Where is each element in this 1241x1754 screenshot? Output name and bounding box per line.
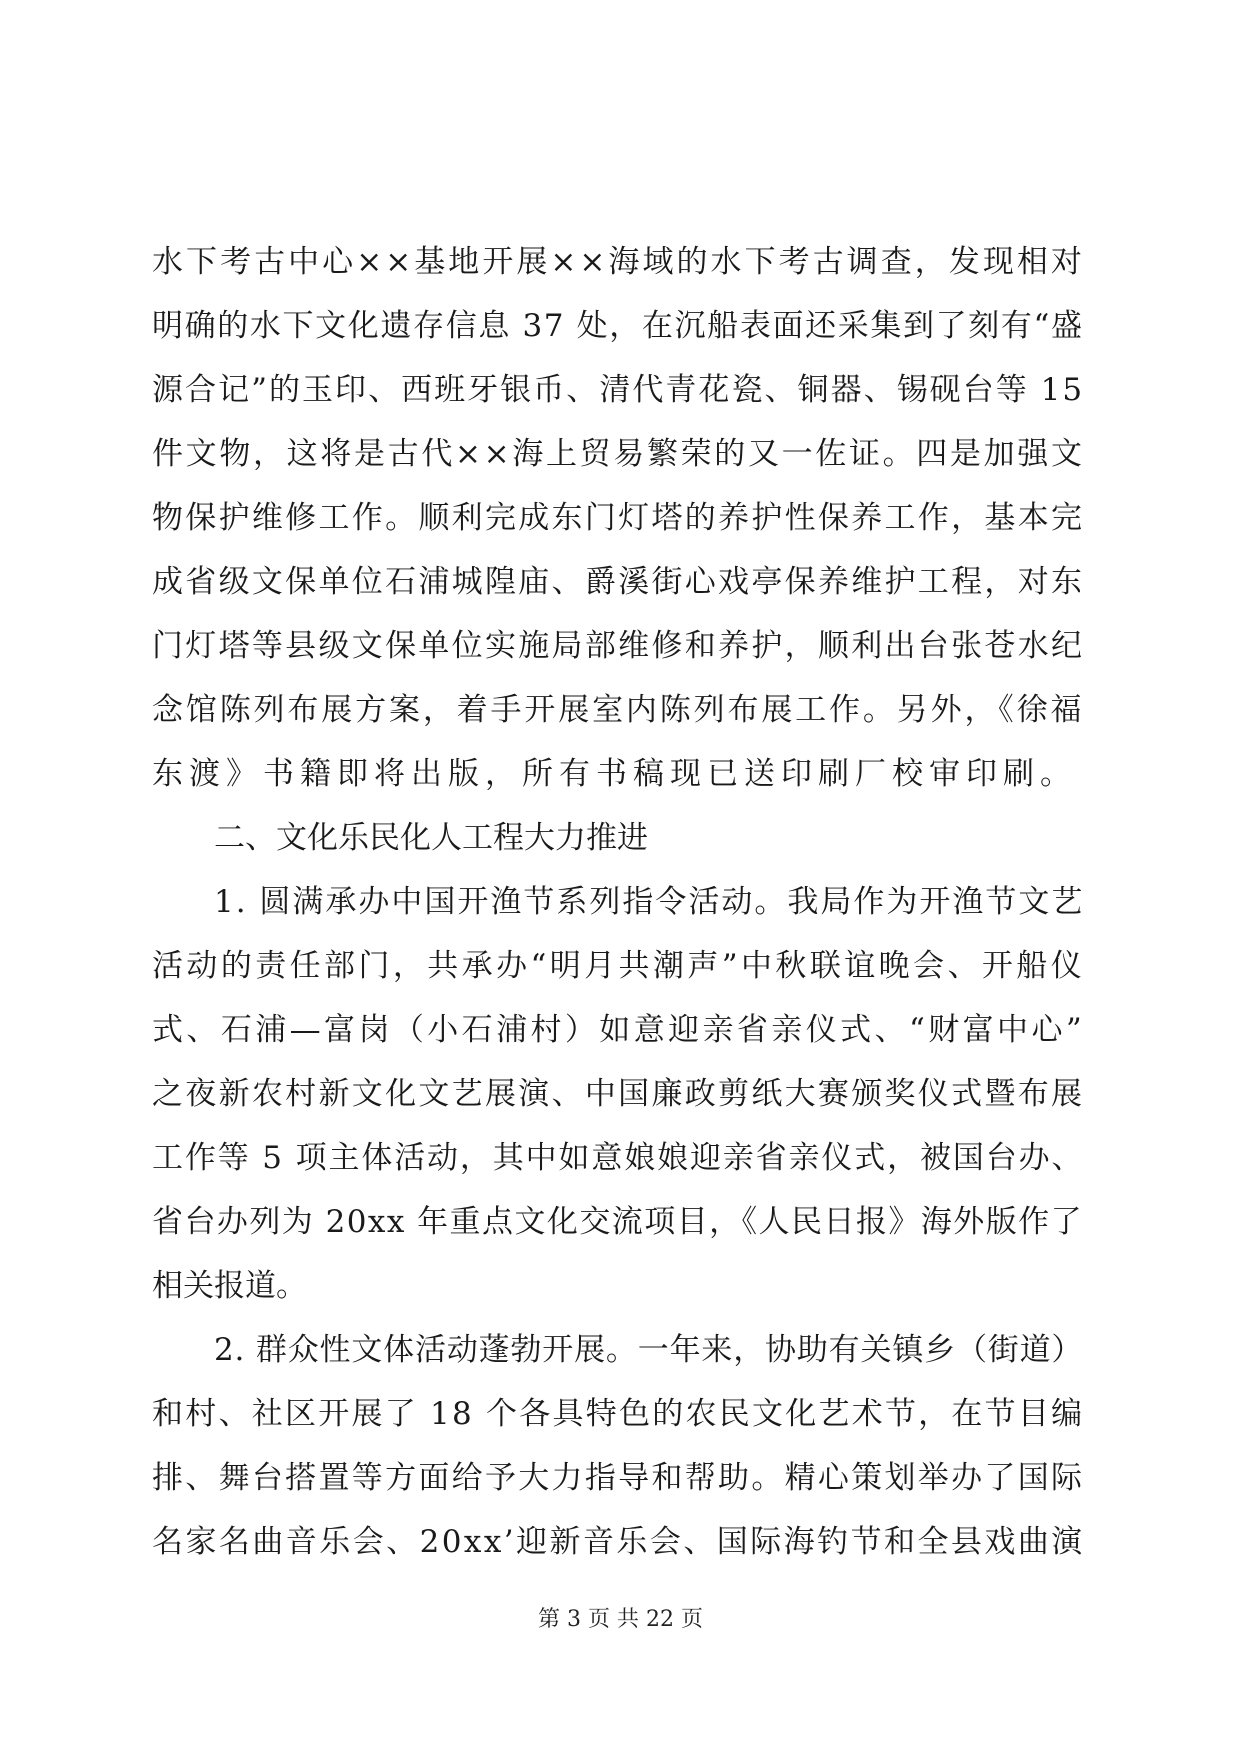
text-line: 门灯塔等县级文保单位实施局部维修和养护，顺利出台张苍水纪 <box>152 628 1085 664</box>
text-line: 排、舞台搭置等方面给予大力指导和帮助。精心策划举办了国际 <box>152 1460 1085 1496</box>
text-line: 东渡》书籍即将出版，所有书稿现已送印刷厂校审印刷。 <box>152 756 1077 792</box>
text-line: 明确的水下文化遗存信息 37 处，在沉船表面还采集到了刻有“盛 <box>152 308 1084 344</box>
text-line: 名家名曲音乐会、20xx’迎新音乐会、国际海钓节和全县戏曲演 <box>152 1524 1085 1560</box>
text-line: 二、文化乐民化人工程大力推进 <box>214 820 648 856</box>
text-line: 物保护维修工作。顺利完成东门灯塔的养护性保养工作，基本完 <box>152 500 1085 536</box>
text-line: 之夜新农村新文化文艺展演、中国廉政剪纸大赛颁奖仪式暨布展 <box>152 1076 1085 1112</box>
text-line: 工作等 5 项主体活动，其中如意娘娘迎亲省亲仪式，被国台办、 <box>152 1140 1085 1176</box>
text-line: 式、石浦—富岗（小石浦村）如意迎亲省亲仪式、“财富中心” <box>152 1012 1086 1048</box>
document-body <box>152 230 1086 1574</box>
page-footer: 第 3 页 共 22 页 <box>538 1607 703 1632</box>
text-line: 源合记”的玉印、西班牙银币、清代青花瓷、铜器、锡砚台等 15 <box>152 372 1085 408</box>
text-line: 1. 圆满承办中国开渔节系列指令活动。我局作为开渔节文艺 <box>214 884 1085 920</box>
text-line: 和村、社区开展了 18 个各具特色的农民文化艺术节，在节目编 <box>152 1396 1085 1432</box>
text-line: 相关报道。 <box>152 1268 307 1304</box>
text-line: 省台办列为 20xx 年重点文化交流项目，《人民日报》海外版作了 <box>152 1204 1084 1240</box>
text-line: 活动的责任部门，共承办“明月共潮声”中秋联谊晚会、开船仪 <box>152 948 1086 984</box>
text-line: 水下考古中心××基地开展××海域的水下考古调查，发现相对 <box>152 244 1085 280</box>
text-line: 念馆陈列布展方案，着手开展室内陈列布展工作。另外，《徐福 <box>152 692 1085 728</box>
text-line: 成省级文保单位石浦城隍庙、爵溪街心戏亭保养维护工程，对东 <box>152 564 1085 600</box>
text-line: 件文物，这将是古代××海上贸易繁荣的又一佐证。四是加强文 <box>152 436 1085 472</box>
text-line: 2. 群众性文体活动蓬勃开展。一年来，协助有关镇乡（街道） <box>214 1332 1084 1368</box>
